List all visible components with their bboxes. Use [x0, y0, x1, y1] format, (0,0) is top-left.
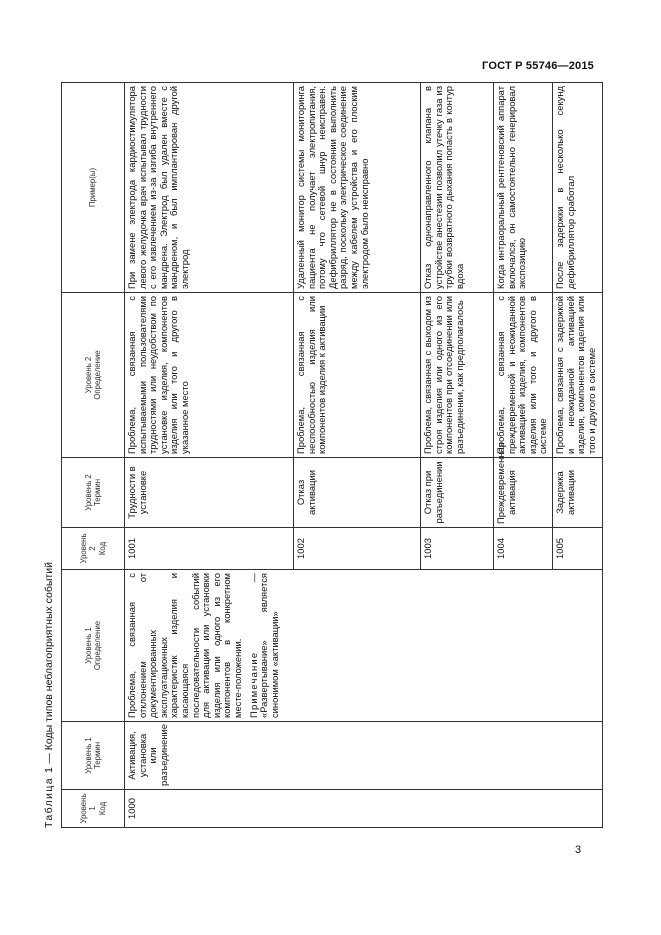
header-l1-definition: Уровень 1 Определение	[62, 570, 125, 722]
document-code: ГОСТ Р 55746—2015	[482, 60, 594, 72]
l1-code-cell: 1000	[125, 790, 603, 828]
caption-title: — Коды типов неблагоприятных событий	[43, 562, 55, 764]
header-l2-code: Уровень 2 Код	[62, 528, 125, 570]
l2-code-cell: 1003	[421, 528, 494, 570]
header-l1-term: Уровень 1 Термин	[62, 722, 125, 790]
table-row	[125, 83, 294, 828]
adverse-event-codes-table	[61, 82, 603, 828]
l1-note	[249, 573, 281, 718]
example-cell: Удаленный монитор системы мониторинга пациента не получает электропитания, потому что сетевой шнур неисправен. Дефибриллятор не в состоянии выполнить разряд, поскольку электрическое соединение между кабелем устройства и его плоским электродом было неисправно	[294, 83, 421, 293]
l2-definition-cell: Проблема, связанная с преждевременной и неожиданной активацией изделия, компонентов изделия или того и другого в системе	[494, 293, 553, 458]
l2-code-cell: 1001	[125, 528, 294, 570]
example-cell: При замене электрода кардиостимулятора левого желудочка врач испытывал трудности с его извлечением из-за изгиба внутреннего мандрена. Электрод был удален вместе с мандреном, и был имплантирован другой электрод	[125, 83, 294, 293]
caption-word: Таблица	[43, 777, 55, 828]
header-l2-term: Уровень 2 Термин	[62, 458, 125, 528]
l2-code-cell: 1004	[494, 528, 553, 570]
header-examples: Пример(ы)	[62, 83, 125, 293]
l2-term-cell: Отказ активации	[294, 458, 421, 528]
l2-definition-cell: Проблема, связанная с выходом из строя изделия или одного из его компонентов при отсоединении или разъединении, как предполагалось	[421, 293, 494, 458]
l2-term-cell: Трудности в установке	[125, 458, 294, 528]
example-cell: Отказ однонаправленного клапана в устройстве анестезии позволил утечку газа из трубки возвратного дыхания попасть в контур вдоха	[421, 83, 494, 293]
header-l2-definition: Уровень 2 Определение	[62, 293, 125, 458]
l2-term-cell: Преждевременная активация	[494, 458, 553, 528]
l2-code-cell: 1002	[294, 528, 421, 570]
l2-definition-cell: Проблема, связанная с неспособностью изделия или компонентов изделия к активации	[294, 293, 421, 458]
l2-term-cell: Задержка активации	[553, 458, 603, 528]
l1-definition-text: Проблема, связанная с отклонением от документированных эксплуатационных характеристик изделия и касающаяся последовательности событий для активации или установки изделия или одного из его компонентов в конкретном месте-положении.	[126, 573, 243, 718]
l2-definition-cell: Проблема, связанная с задержкой и неожиданной активацией изделия, компонентов изделия или того и другого в системе	[553, 293, 603, 458]
example-cell: После задержки в несколько секунд дефибриллятор сработал	[553, 83, 603, 293]
example-cell: Когда интраоральный рентгеновский аппарат включался, он самостоятельно генерировал экспозицию	[494, 83, 553, 293]
page-number: 3	[575, 844, 582, 856]
caption-number: 1	[43, 766, 55, 774]
header-l1-code: Уровень 1 Код	[62, 790, 125, 828]
header-row	[62, 83, 125, 828]
table-caption	[40, 562, 58, 828]
note-text: — «Развертывание» является синонимом «активации»	[247, 573, 280, 718]
l1-term-cell: Активация, установка или разъединение	[125, 722, 603, 790]
l1-definition-cell	[125, 570, 603, 722]
l2-code-cell: 1005	[553, 528, 603, 570]
note-label: Примечание	[247, 651, 259, 718]
l2-term-cell: Отказ при разъединении	[421, 458, 494, 528]
rotated-table-area	[40, 83, 597, 828]
l2-definition-cell: Проблема, связанная с испытываемыми пользователями трудностями или неудобством по установке изделия, компонентов изделия или того и другого в указанное место	[125, 293, 294, 458]
